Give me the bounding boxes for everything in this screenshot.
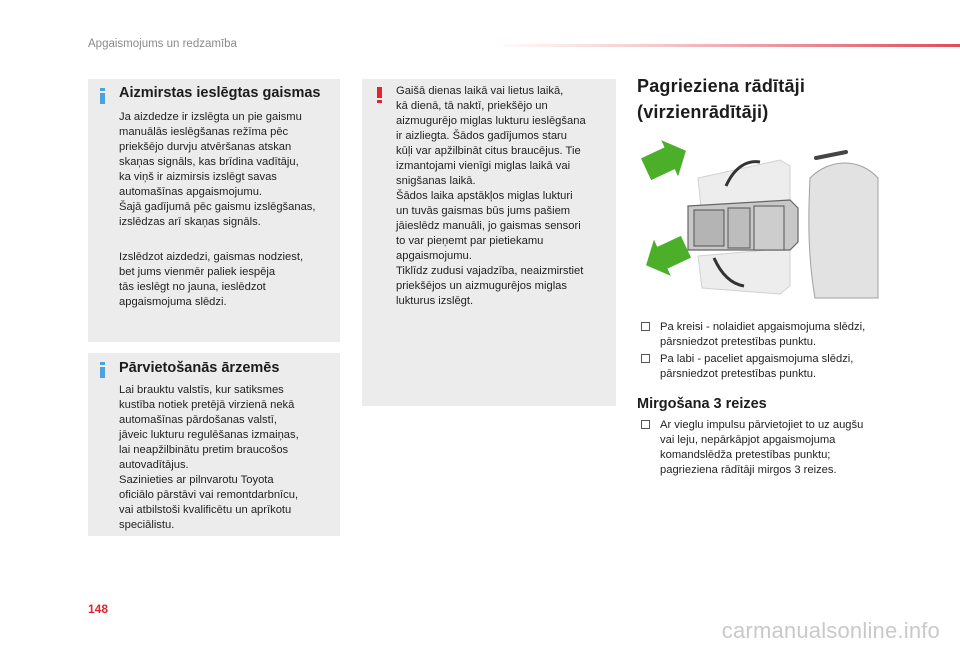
- watermark: carmanualsonline.info: [721, 618, 940, 643]
- info-box-driving-abroad: [88, 353, 340, 536]
- steering-wheel-icon: [809, 152, 878, 298]
- light-stalk-diagram: [640, 138, 880, 308]
- list-item: [641, 352, 891, 382]
- section-title: [637, 73, 805, 125]
- list-item-text: Pa labi - paceliet apgaismojuma slēdzi, pārsniedzot pretestības punktu.: [660, 353, 854, 380]
- subheading-flash-3-times: Mirgošana 3 reizes: [637, 396, 767, 412]
- list-item: [641, 320, 891, 350]
- bullet-icon: [641, 354, 650, 363]
- header-title: Apgaismojums un redzamība: [88, 38, 237, 50]
- warning-icon: [377, 87, 382, 104]
- section-title-line-2: (virzienrādītāji): [637, 102, 769, 122]
- info-box-paragraph: Lai brauktu valstīs, kur satiksmes kustība notiek pretējā virzienā nekā automašīnas pārdošanas valstī, jāveic lukturu regulēšanas izmaiņas, lai neapžilbinātu pretim braucošos autovadītājus. Sazinieties ar pilnvarotu Toyota oficiālo pārstāvi vai remontdarbnīcu, vai atbilstoši kvalificētu un aprīkotu speciālistu.: [119, 384, 299, 531]
- list-item-text: Ar vieglu impulsu pārvietojiet to uz augšu vai leju, nepārkāpjot apgaismojuma komandslēdža pretestības punktu; pagrieziena rādītāji mirgos 3 reizes.: [660, 419, 864, 476]
- bullet-icon: [641, 322, 650, 331]
- list-item-text: Pa kreisi - nolaidiet apgaismojuma slēdzi, pārsniedzot pretestības punktu.: [660, 321, 866, 348]
- info-box-heading: Aizmirstas ieslēgtas gaismas: [119, 85, 321, 101]
- flash-instructions: [641, 418, 891, 478]
- warning-text: Gaišā dienas laikā vai lietus laikā, kā dienā, tā naktī, priekšējo un aizmugurējo miglas lukturu ieslēgšana ir aizliegta. Šādos gadījumos staru kūļi var apžilbināt citus braucējus. Tie izmantojami vienīgi miglas laikā vai snigšanas laikā. Šādos laika apstākļos miglas lukturi un tuvās gaismas būs jums pašiem jāieslēdz manuāli, jo gaismas sensori to var pieņemt par pietiekamu apgaismojumu. Tiklīdz zudusi vajadzība, neaizmirstiet priekšējos un aizmugurējos miglas lukturus izslēgt.: [396, 85, 586, 307]
- turn-signal-instructions: [641, 320, 891, 382]
- page-number: 148: [88, 602, 109, 616]
- info-icon: [100, 362, 105, 378]
- arrow-down-left-icon: [640, 229, 694, 284]
- stalk-lower-position: [698, 248, 790, 294]
- stalk-main: [688, 200, 798, 250]
- arrow-up-right-icon: [640, 138, 694, 187]
- warning-box-fog-lights: [362, 79, 616, 406]
- info-box-paragraph: Izslēdzot aizdedzi, gaismas nodziest, bet jums vienmēr paliek iespēja tās ieslēgt no jauna, ieslēdzot apgaismojuma slēdzi.: [119, 251, 304, 308]
- info-box-forgotten-lights: [88, 79, 340, 342]
- list-item: [641, 418, 891, 478]
- section-title-line-1: Pagrieziena rādītāji: [637, 76, 806, 96]
- info-box-heading: Pārvietošanās ārzemēs: [119, 360, 280, 376]
- bullet-icon: [641, 420, 650, 429]
- header-accent-bar: [490, 44, 960, 47]
- light-stalk-illustration: [640, 138, 880, 308]
- info-box-paragraph: Ja aizdedze ir izslēgta un pie gaismu manuālās ieslēgšanas režīma pēc priekšējo durvju atvēršanas atskan skaņas signāls, kas brīdina vadītāju, ka viņš ir aizmirsis izslēgt savas automašīnas apgaismojumu. Šajā gadījumā pēc gaismu izslēgšanas, izslēdzas arī skaņas signāls.: [119, 111, 316, 228]
- info-icon: [100, 88, 105, 104]
